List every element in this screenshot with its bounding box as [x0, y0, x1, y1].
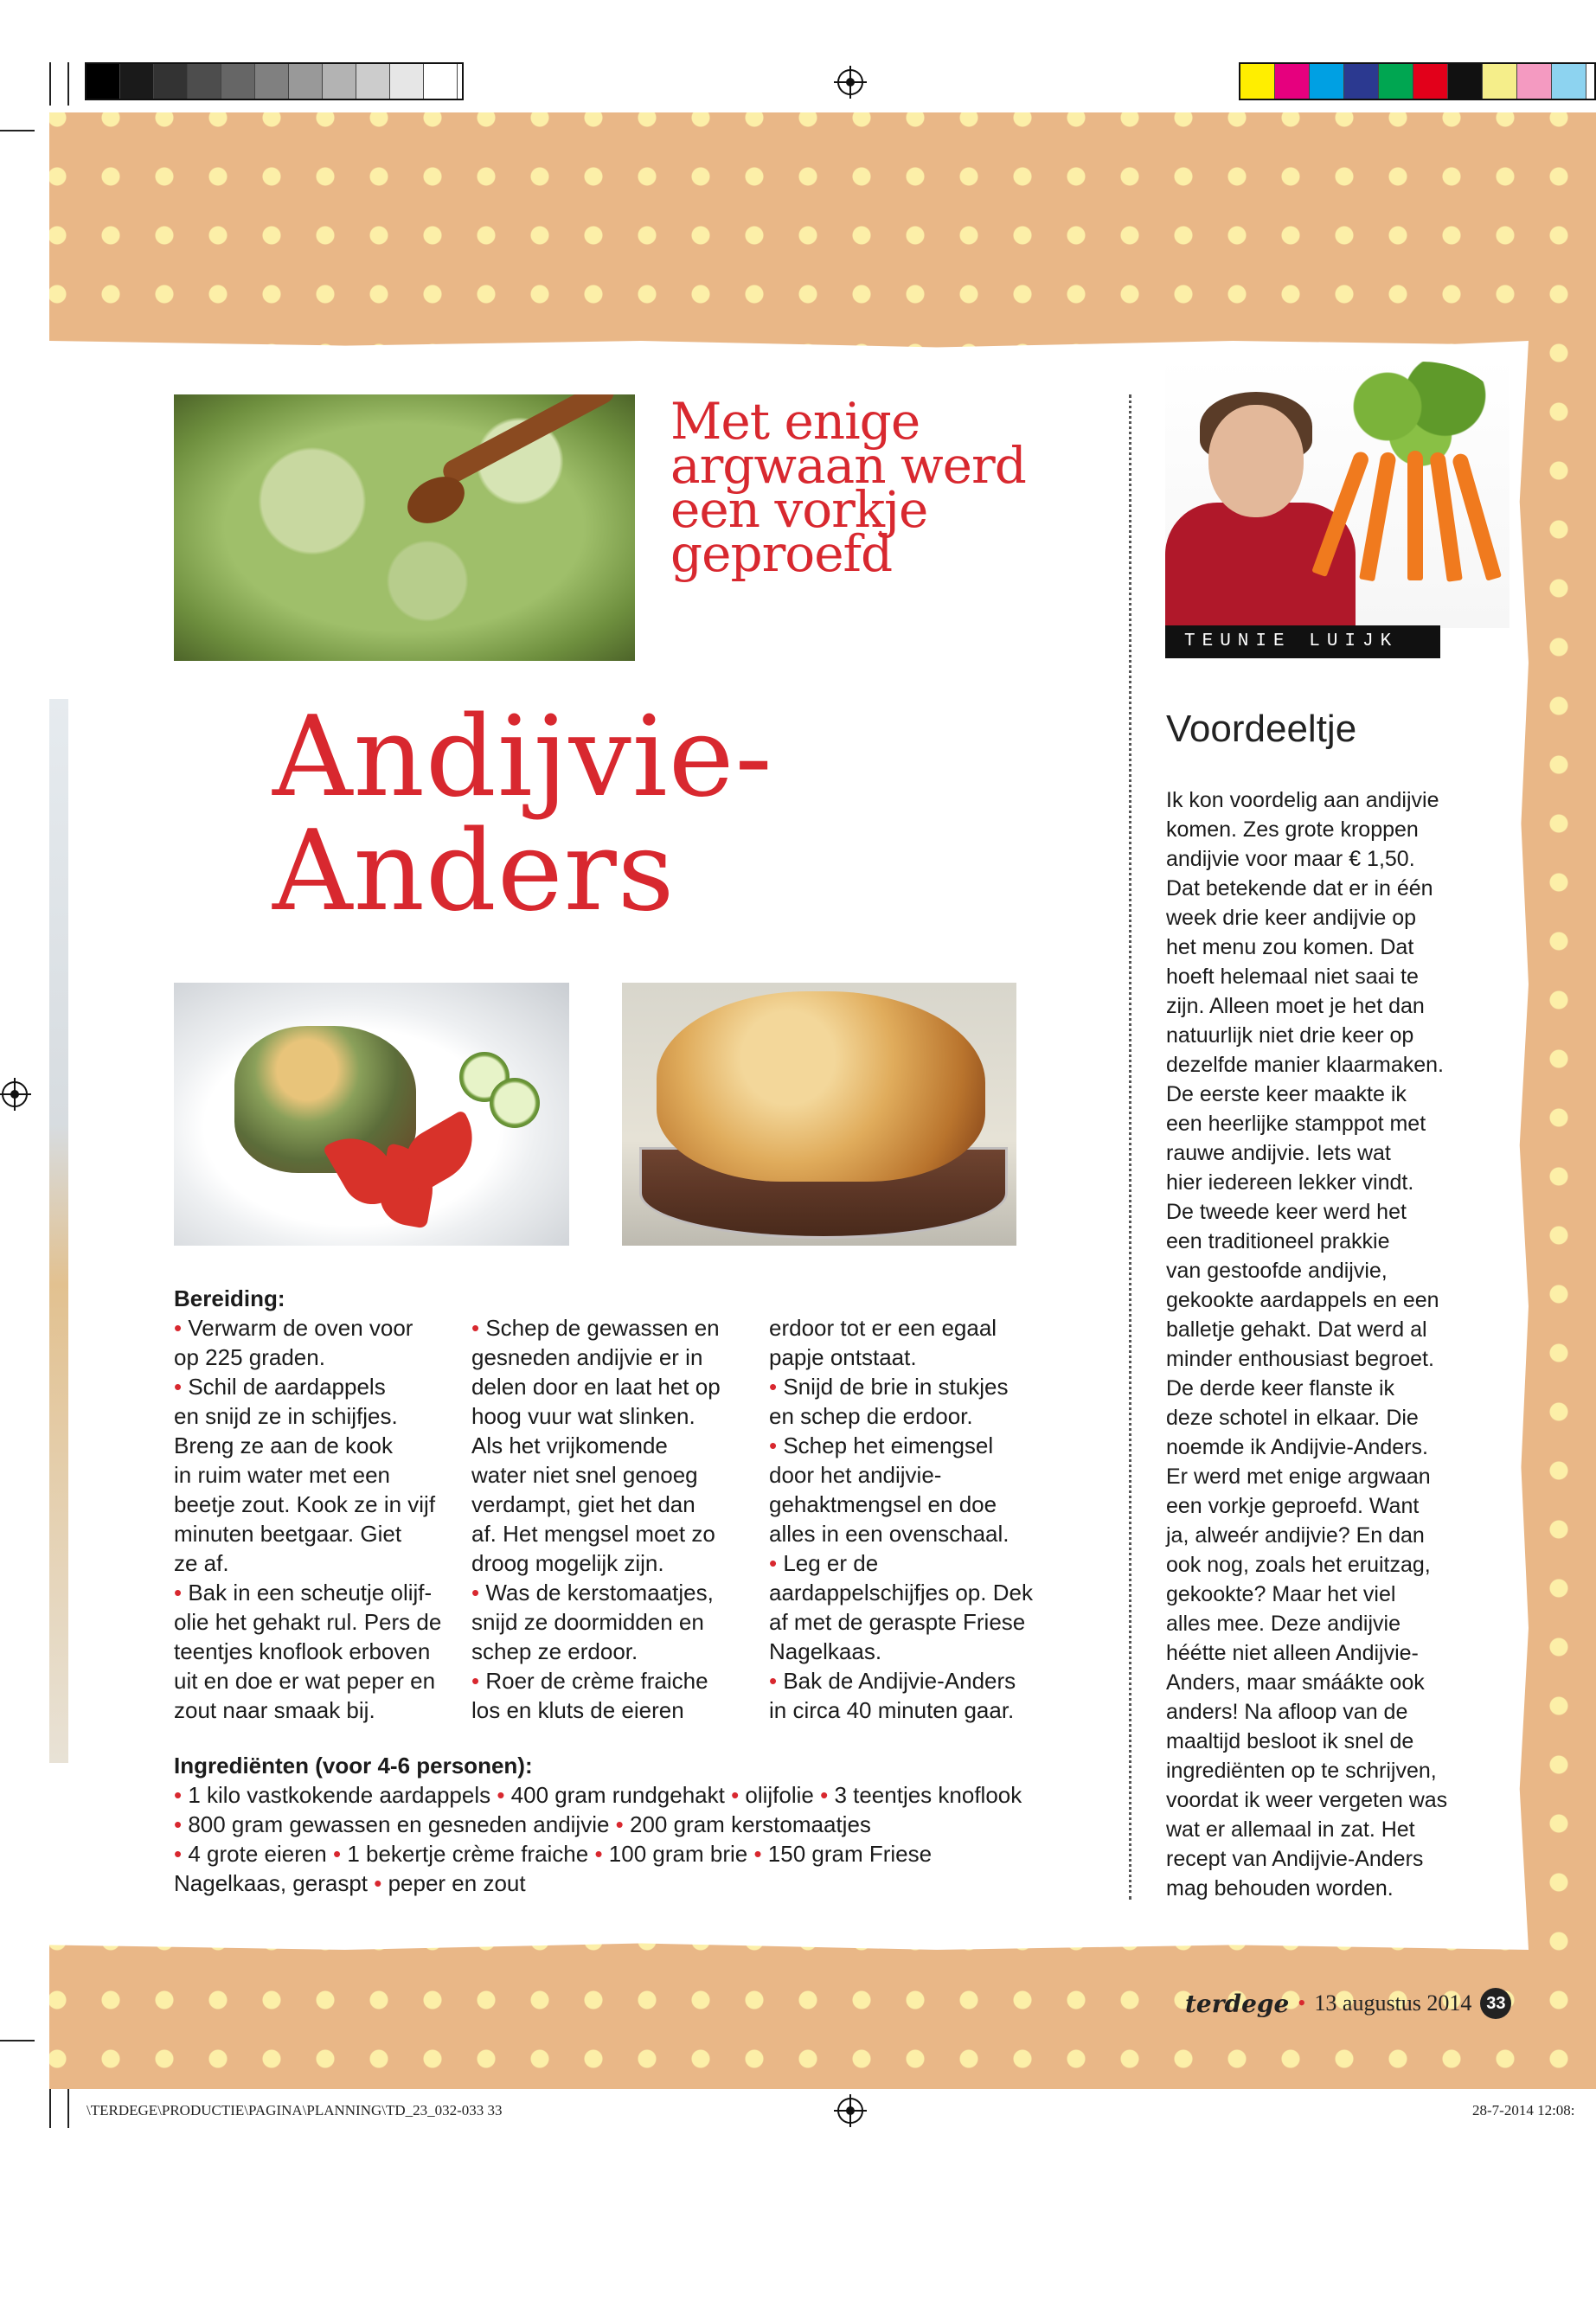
sidebar-line: De eerste keer maakte ik	[1166, 1082, 1407, 1106]
crop-mark	[67, 2085, 69, 2128]
calibration-swatch	[1310, 64, 1344, 99]
page-number-badge: 33	[1480, 1988, 1511, 2019]
footer-separator: •	[1298, 1990, 1306, 2016]
sidebar-line: noemde ik Andijvie-Anders.	[1166, 1435, 1428, 1459]
preparation-line-text: uit en doe er wat peper en	[174, 1668, 436, 1694]
sidebar-line: een traditioneel prakkie	[1166, 1229, 1390, 1253]
sidebar-line: gekookte aardappels en een	[1166, 1288, 1439, 1312]
sidebar-line: ook nog, zoals het eruitzag,	[1166, 1553, 1431, 1577]
carrot-shape	[1407, 451, 1423, 580]
ingredients-line	[174, 1810, 1091, 1839]
sidebar-line: mag behouden worden.	[1166, 1876, 1394, 1900]
sidebar-line: ja, alweér andijvie? En dan	[1166, 1523, 1425, 1548]
preparation-line	[769, 1548, 1046, 1578]
calibration-swatch	[1517, 64, 1552, 99]
crop-mark	[49, 62, 51, 106]
preparation-line-text: Schep het eimengsel	[783, 1433, 994, 1458]
ingredient-item: 100 gram brie	[608, 1841, 754, 1867]
calibration-swatch	[1344, 64, 1379, 99]
ingredient-item: 800 gram gewassen en gesneden andijvie	[188, 1811, 616, 1837]
sidebar-line: gekookte? Maar het viel	[1166, 1582, 1396, 1606]
sidebar-line: ingrediënten op te schrijven,	[1166, 1759, 1437, 1783]
sidebar-line: balletje gehakt. Dat werd al	[1166, 1317, 1427, 1342]
sidebar-line: een vorkje geproefd. Want	[1166, 1494, 1420, 1518]
preparation-line	[174, 1519, 451, 1548]
preparation-column-3	[769, 1313, 1046, 1725]
sidebar-line: komen. Zes grote kroppen	[1166, 817, 1419, 842]
ingredients-line	[174, 1780, 1091, 1810]
bullet-icon: •	[820, 1782, 835, 1808]
bullet-icon: •	[497, 1782, 511, 1808]
preparation-line-text: delen door en laat het op	[471, 1374, 721, 1400]
crop-mark	[67, 62, 69, 106]
adjacent-page-edge	[49, 699, 68, 1763]
sidebar-title: Voordeeltje	[1166, 708, 1357, 750]
preparation-line	[174, 1548, 451, 1578]
preparation-line-text: papje ontstaat.	[769, 1344, 917, 1370]
pull-quote-line: geproefd	[670, 524, 893, 583]
preparation-line	[769, 1637, 1046, 1666]
baked-crust-shape	[657, 991, 985, 1182]
preparation-line-text: verdampt, giet het dan	[471, 1491, 695, 1517]
ingredient-item: olijfolie	[745, 1782, 821, 1808]
bullet-icon: •	[594, 1841, 609, 1867]
bullet-icon: •	[769, 1668, 784, 1694]
preparation-line	[471, 1578, 748, 1607]
preparation-line	[174, 1666, 451, 1695]
sidebar-line: een heerlijke stamppot met	[1166, 1112, 1426, 1136]
preparation-line-text: Verwarm de oven voor	[188, 1315, 413, 1341]
sidebar-line: van gestoofde andijvie,	[1166, 1259, 1388, 1283]
pull-quote-line: Met enige	[670, 392, 920, 451]
recipe-title	[272, 693, 1051, 936]
pull-quote	[670, 392, 1034, 583]
calibration-swatch	[1448, 64, 1483, 99]
bullet-icon: •	[374, 1870, 388, 1896]
preparation-line	[471, 1401, 748, 1431]
calibration-swatch	[1379, 64, 1413, 99]
bullet-icon: •	[753, 1841, 768, 1867]
bullet-icon: •	[333, 1841, 348, 1867]
bullet-icon: •	[471, 1668, 486, 1694]
ingredient-item: 400 gram rundgehakt	[510, 1782, 732, 1808]
sidebar-line: minder enthousiast begroet.	[1166, 1347, 1434, 1371]
preparation-line	[769, 1313, 1046, 1343]
preparation-line	[471, 1666, 748, 1695]
bullet-icon: •	[174, 1782, 189, 1808]
preparation-line-text: op 225 graden.	[174, 1344, 325, 1370]
preparation-column-1	[174, 1284, 451, 1725]
magazine-brand: terdege	[1185, 1989, 1290, 2018]
preparation-line	[471, 1372, 748, 1401]
preparation-line	[769, 1666, 1046, 1695]
bullet-icon: •	[769, 1374, 784, 1400]
preparation-line	[471, 1519, 748, 1548]
preparation-line-text: door het andijvie-	[769, 1462, 942, 1488]
crop-mark	[0, 130, 35, 131]
ingredient-item: 200 gram kerstomaatjes	[630, 1811, 871, 1837]
column-divider	[1129, 394, 1131, 1900]
preparation-line	[174, 1343, 451, 1372]
preparation-line	[174, 1578, 451, 1607]
preparation-line-text: Bak in een scheutje olijf-	[188, 1580, 433, 1606]
preparation-heading: Bereiding:	[174, 1285, 285, 1311]
bullet-icon: •	[731, 1782, 746, 1808]
sidebar-line: deze schotel in elkaar. Die	[1166, 1406, 1419, 1430]
issue-date: 13 augustus 2014	[1314, 1990, 1472, 2016]
bullet-icon: •	[174, 1811, 189, 1837]
preparation-line-text: Roer de crème fraiche	[485, 1668, 708, 1694]
ingredient-item: 1 bekertje crème fraiche	[347, 1841, 595, 1867]
preparation-line	[174, 1431, 451, 1460]
preparation-line-text: alles in een ovenschaal.	[769, 1521, 1010, 1547]
preparation-line	[174, 1460, 451, 1490]
preparation-line-text: Leg er de	[783, 1550, 879, 1576]
sidebar-line: anders! Na afloop van de	[1166, 1700, 1408, 1724]
preparation-line-text: hoog vuur wat slinken.	[471, 1403, 695, 1429]
calibration-swatch	[221, 64, 255, 99]
ingredient-item: 1 kilo vastkokende aardappels	[188, 1782, 497, 1808]
preparation-line-text: en snijd ze in schijfjes.	[174, 1403, 398, 1429]
author-head-shape	[1208, 405, 1304, 517]
oven-dish-photo	[622, 983, 1016, 1246]
sidebar-line: natuurlijk niet drie keer op	[1166, 1023, 1414, 1048]
preparation-line	[471, 1490, 748, 1519]
preparation-line	[769, 1460, 1046, 1490]
ingredient-item: peper en zout	[388, 1870, 526, 1896]
preparation-line-text: teentjes knoflook erboven	[174, 1638, 431, 1664]
preparation-line-text: beetje zout. Kook ze in vijf	[174, 1491, 436, 1517]
print-slug-timestamp: 28-7-2014 12:08:	[1472, 2102, 1575, 2118]
sidebar-line: alles mee. Deze andijvie	[1166, 1612, 1401, 1636]
recipe-title-line: Anders	[272, 807, 676, 936]
calibration-swatch	[1552, 64, 1586, 99]
ingredients-line	[174, 1868, 1091, 1898]
preparation-line-text: en schep die erdoor.	[769, 1403, 973, 1429]
preparation-line	[769, 1343, 1046, 1372]
preparation-line-text: water niet snel genoeg	[471, 1462, 698, 1488]
sidebar-line: week drie keer andijvie op	[1166, 906, 1417, 930]
print-slug-path: \TERDEGE\PRODUCTIE\PAGINA\PLANNING\TD_23_032-033 33	[87, 2102, 503, 2118]
preparation-line-text: aardappelschijfjes op. Dek	[769, 1580, 1033, 1606]
bullet-icon: •	[174, 1315, 189, 1341]
bullet-icon: •	[174, 1374, 189, 1400]
bullet-icon: •	[471, 1580, 486, 1606]
preparation-line-text: Schep de gewassen en	[485, 1315, 720, 1341]
preparation-line	[471, 1695, 748, 1725]
calibration-swatch	[188, 64, 221, 99]
sidebar-line: dezelfde manier klaarmaken.	[1166, 1053, 1444, 1077]
preparation-line	[174, 1401, 451, 1431]
preparation-line	[769, 1490, 1046, 1519]
sidebar-line: recept van Andijvie-Anders	[1166, 1847, 1424, 1871]
calibration-swatch	[424, 64, 458, 99]
preparation-line-text: erdoor tot er een egaal	[769, 1315, 997, 1341]
bullet-icon: •	[471, 1315, 486, 1341]
sidebar-line: zijn. Alleen moet je het dan	[1166, 994, 1425, 1018]
author-name-label: TEUNIE LUIJK	[1165, 625, 1440, 658]
ingredient-item: 3 teentjes knoflook	[834, 1782, 1022, 1808]
crop-mark	[49, 2085, 51, 2128]
preparation-line-text: Bak de Andijvie-Anders	[783, 1668, 1016, 1694]
sidebar-line: Anders, maar smáákte ook	[1166, 1670, 1425, 1695]
cucumber-slice-shape	[490, 1078, 540, 1128]
preparation-line	[769, 1607, 1046, 1637]
preparation-line-text: schep ze erdoor.	[471, 1638, 638, 1664]
sidebar-line: andijvie voor maar € 1,50.	[1166, 847, 1415, 871]
calibration-swatch	[1413, 64, 1448, 99]
registration-mark-icon	[2, 1081, 28, 1107]
preparation-line	[174, 1372, 451, 1401]
preparation-line-text: Schil de aardappels	[188, 1374, 386, 1400]
preparation-column-2	[471, 1313, 748, 1725]
preparation-line-text: in ruim water met een	[174, 1462, 390, 1488]
sidebar-line: maaltijd besloot ik snel de	[1166, 1729, 1414, 1753]
calibration-swatch	[255, 64, 289, 99]
sidebar-line: De tweede keer werd het	[1166, 1200, 1407, 1224]
preparation-line	[174, 1637, 451, 1666]
calibration-swatch	[390, 64, 424, 99]
preparation-line-text: olie het gehakt rul. Pers de	[174, 1609, 442, 1635]
wooden-spoon-shape	[439, 394, 618, 486]
preparation-line	[769, 1372, 1046, 1401]
preparation-line	[471, 1460, 748, 1490]
preparation-line-text: minuten beetgaar. Giet	[174, 1521, 402, 1547]
pull-quote-line: een vorkje	[670, 480, 928, 539]
preparation-line-text: gehaktmengsel en doe	[769, 1491, 997, 1517]
calibration-swatch	[1483, 64, 1517, 99]
calibration-swatch	[323, 64, 356, 99]
preparation-line	[174, 1695, 451, 1725]
preparation-line	[769, 1519, 1046, 1548]
preparation-line	[769, 1431, 1046, 1460]
bullet-icon: •	[174, 1580, 189, 1606]
ingredient-item: 150 gram Friese	[767, 1841, 933, 1867]
preparation-line	[471, 1431, 748, 1460]
registration-mark-icon	[837, 69, 863, 95]
crop-mark	[0, 2040, 35, 2041]
recipe-title-line: Andijvie-	[272, 693, 773, 822]
calibration-swatch	[1275, 64, 1310, 99]
preparation-line-text: in circa 40 minuten gaar.	[769, 1697, 1015, 1723]
calibration-swatch	[356, 64, 390, 99]
calibration-swatch	[120, 64, 154, 99]
preparation-line	[769, 1578, 1046, 1607]
calibration-swatch	[87, 64, 120, 99]
sidebar-line: De derde keer flanste ik	[1166, 1376, 1395, 1400]
preparation-line	[471, 1637, 748, 1666]
bullet-icon: •	[174, 1841, 189, 1867]
page-footer	[1185, 1986, 1511, 2021]
sidebar-line: het menu zou komen. Dat	[1166, 935, 1414, 959]
sidebar-line: voordat ik weer vergeten was	[1166, 1788, 1448, 1812]
calibration-swatch	[289, 64, 323, 99]
preparation-line	[174, 1313, 451, 1343]
pull-quote-line: argwaan werd	[670, 436, 1026, 495]
preparation-line-text: af met de geraspte Friese	[769, 1609, 1026, 1635]
sidebar-line: Er werd met enige argwaan	[1166, 1465, 1431, 1489]
sidebar-text	[1166, 785, 1486, 1903]
preparation-line	[769, 1401, 1046, 1431]
preparation-line-text: zout naar smaak bij.	[174, 1697, 375, 1723]
preparation-line-text: snijd ze doormidden en	[471, 1609, 704, 1635]
preparation-line-text: gesneden andijvie er in	[471, 1344, 703, 1370]
author-photo	[1165, 357, 1509, 628]
preparation-line-text: Breng ze aan de kook	[174, 1433, 393, 1458]
ingredient-item: 4 grote eieren	[188, 1841, 333, 1867]
preparation-line	[471, 1313, 748, 1343]
bullet-icon: •	[769, 1433, 784, 1458]
calibration-swatch	[1240, 64, 1275, 99]
sidebar-line: hoeft helemaal niet saai te	[1166, 965, 1419, 989]
preparation-line-text: ze af.	[174, 1550, 229, 1576]
sidebar-line: Ik kon voordelig aan andijvie	[1166, 788, 1439, 812]
calibration-swatch	[154, 64, 188, 99]
sidebar-line: hier iedereen lekker vindt.	[1166, 1170, 1414, 1195]
ingredients-block	[174, 1751, 1091, 1898]
registration-mark-icon	[837, 2098, 863, 2124]
sidebar-line: Dat betekende dat er in één	[1166, 876, 1433, 901]
preparation-line-text: Als het vrijkomende	[471, 1433, 668, 1458]
preparation-line	[471, 1343, 748, 1372]
served-plate-photo	[174, 983, 569, 1246]
ingredients-heading: Ingrediënten (voor 4-6 personen):	[174, 1753, 533, 1779]
bullet-icon: •	[615, 1811, 630, 1837]
ingredient-item: Nagelkaas, geraspt	[174, 1870, 375, 1896]
preparation-line-text: los en kluts de eieren	[471, 1697, 684, 1723]
preparation-line	[471, 1548, 748, 1578]
andijvie-pan-photo	[174, 394, 635, 661]
bullet-icon: •	[769, 1550, 784, 1576]
preparation-line-text: af. Het mengsel moet zo	[471, 1521, 715, 1547]
sidebar-line: wat er allemaal in zat. Het	[1166, 1817, 1415, 1842]
preparation-line-text: Snijd de brie in stukjes	[783, 1374, 1009, 1400]
preparation-line	[769, 1695, 1046, 1725]
preparation-line-text: Nagelkaas.	[769, 1638, 882, 1664]
color-calibration-bar	[1239, 62, 1596, 100]
sidebar-line: héétte niet alleen Andijvie-	[1166, 1641, 1419, 1665]
preparation-line-text: Was de kerstomaatjes,	[485, 1580, 714, 1606]
sidebar-line: rauwe andijvie. Iets wat	[1166, 1141, 1391, 1165]
preparation-line-text: droog mogelijk zijn.	[471, 1550, 664, 1576]
preparation-line	[174, 1490, 451, 1519]
ingredients-line	[174, 1839, 1091, 1868]
preparation-line	[471, 1607, 748, 1637]
gray-calibration-bar	[85, 62, 464, 100]
preparation-line	[174, 1607, 451, 1637]
